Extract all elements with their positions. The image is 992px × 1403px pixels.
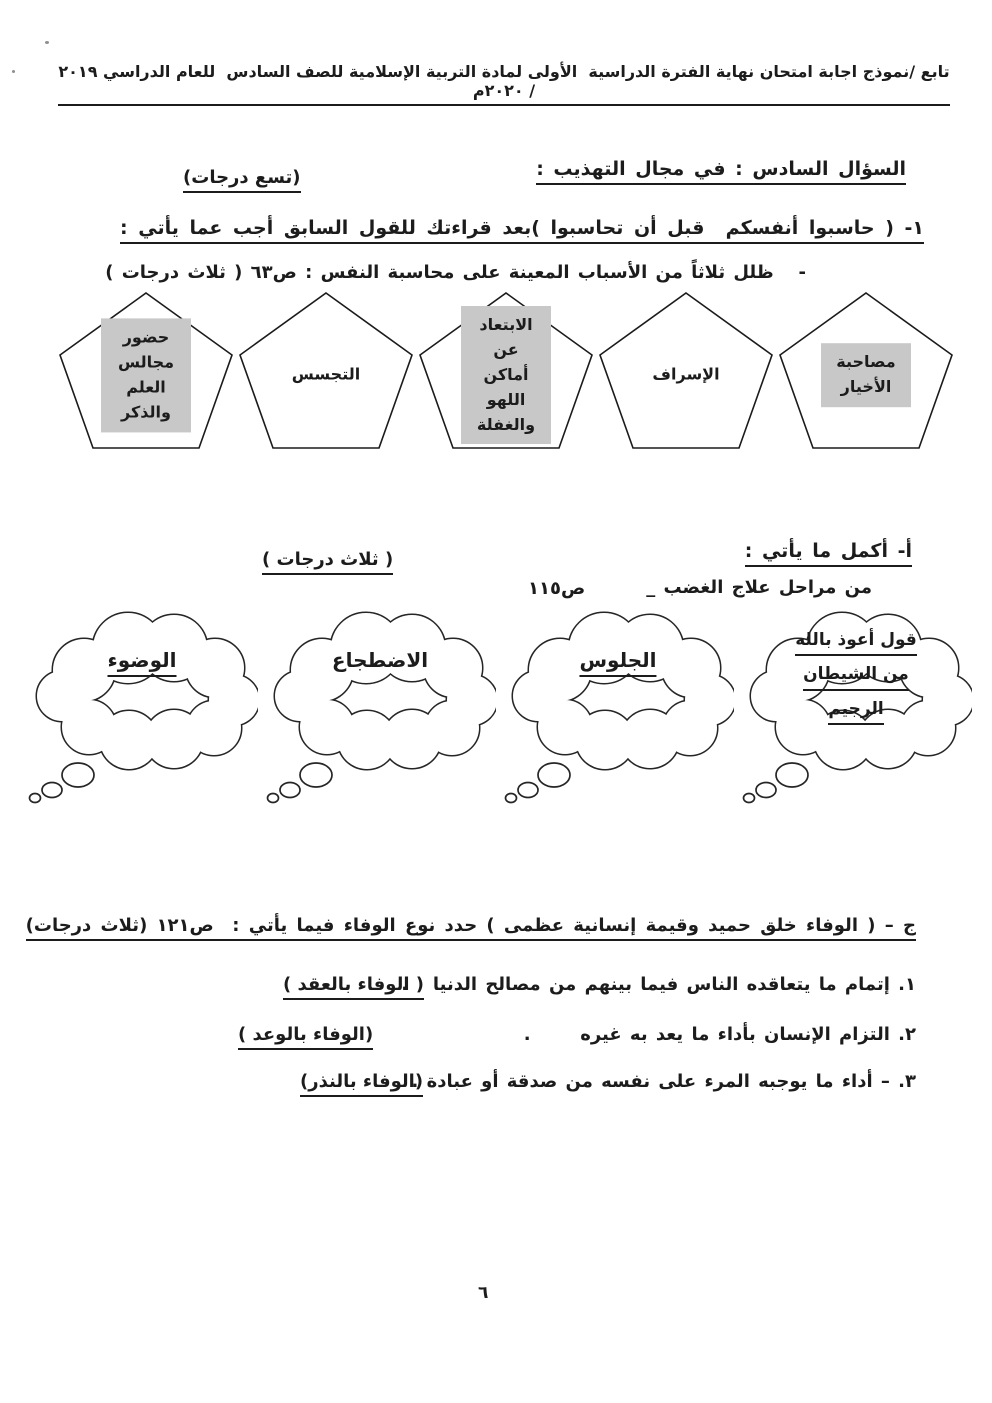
pentagon-option: [596, 288, 776, 456]
thought-cloud: [502, 598, 734, 805]
question6-heading-text: السؤال السادس : في مجال التهذيب :: [536, 158, 906, 185]
partA-page-reference: [528, 578, 585, 599]
partC-heading: [26, 915, 916, 941]
partC-item-answer: ( الوفاء بالعقد ): [283, 974, 424, 1000]
partC-item-row: [0, 1024, 992, 1054]
question6-heading: [536, 158, 906, 185]
part1-shading-instruction-text: - ظلل ثلاثاً من الأسباب المعينة على محاسبة النفس : ص٦٣ ( ثلاث درجات ): [105, 262, 806, 283]
partC-item-text: ٢. التزام الإنسان بأداء ما يعد به غيره .: [523, 1024, 916, 1045]
pentagon-answer-label: الابتعاد عن أماكن اللهو والغفلة: [461, 306, 551, 444]
cloud-answer-line: من الشيطان: [803, 664, 909, 690]
thought-clouds-row: [20, 598, 972, 805]
partA-prompt: [646, 577, 872, 598]
page-number: [478, 1283, 488, 1303]
pentagon-option-label: التجسس: [291, 364, 361, 384]
cloud-answer-text: الوضوء: [108, 648, 177, 677]
thought-cloud: [26, 598, 258, 805]
cloud-option-text: الاضطجاع: [331, 648, 429, 672]
cloud-answer-label: [108, 648, 177, 677]
scan-speck: [45, 41, 49, 44]
pentagon-options-row: [54, 288, 956, 458]
page-number-text: ٦: [478, 1283, 489, 1303]
thought-cloud: [264, 598, 496, 805]
partC-item-answer: (الوفاء بالنذر): [300, 1071, 423, 1097]
partA-marks-text: ( ثلاث درجات ): [262, 549, 393, 575]
partC-item-row: [0, 1071, 992, 1101]
pentagon-option: [236, 288, 416, 456]
partC-heading-text: ج – ( الوفاء خلق حميد وقيمة إنسانية عظمى ) حدد نوع الوفاء فيما يأتي : ص١٢١ (ثلاث درجات): [26, 915, 916, 941]
cloud-answer-text: الجلوس: [579, 648, 656, 677]
pentagon-option: [416, 288, 596, 456]
partC-item-row: [0, 974, 992, 1004]
scan-speck: [12, 70, 15, 73]
question6-marks-text: (تسع درجات): [183, 167, 301, 193]
part1-prompt: [120, 217, 924, 244]
partA-heading-text: أ- أكمل ما يأتي :: [745, 540, 912, 567]
partA-prompt-text: من مراحل علاج الغضب _: [646, 577, 872, 598]
document-header: [52, 62, 950, 106]
pentagon-option-label: الإسراف: [652, 364, 720, 384]
thought-cloud-icon: [502, 598, 734, 805]
cloud-option-label: [332, 648, 428, 672]
partA-heading: [745, 540, 912, 567]
part1-shading-instruction: [105, 262, 806, 283]
question6-marks: [183, 167, 301, 193]
partA-page-reference-text: ص١١٥: [528, 578, 586, 599]
thought-cloud: [740, 598, 972, 805]
pentagon-answer-label: مصاحبة الأخيار: [821, 344, 911, 408]
part1-prompt-text: ١- ( حاسبوا أنفسكم قبل أن تحاسبوا )بعد قراءتك للقول السابق أجب عما يأتي :: [120, 217, 924, 244]
partC-item-text: ١. إتمام ما يتعاقده الناس فيما بينهم من مصالح الدنيا .: [401, 974, 916, 995]
thought-cloud-icon: [26, 598, 258, 805]
cloud-answer-line: قول أعوذ بالله: [795, 630, 917, 656]
thought-cloud-icon: [264, 598, 496, 805]
partC-item-text: ٣. – أداء ما يوجبه المرء على نفسه من صدقة أو عبادة .: [411, 1071, 916, 1092]
pentagon-option: [56, 288, 236, 456]
cloud-answer-line: الرجيم: [828, 699, 883, 725]
partC-item-answer: (الوفاء بالوعد ): [238, 1024, 373, 1050]
document-header-text: تابع /نموذج اجابة امتحان نهاية الفترة الدراسية الأولى لمادة التربية الإسلامية للصف السادس للعام الدراسي ٢٠١٩ / ٢٠٢٠م: [58, 62, 950, 106]
pentagon-answer-label: حضور مجالس العلم والذكر: [101, 319, 191, 432]
pentagon-option: [776, 288, 956, 456]
cloud-answer-label: [579, 648, 656, 677]
partA-marks: [262, 549, 393, 575]
cloud-answer-label: [781, 630, 931, 733]
